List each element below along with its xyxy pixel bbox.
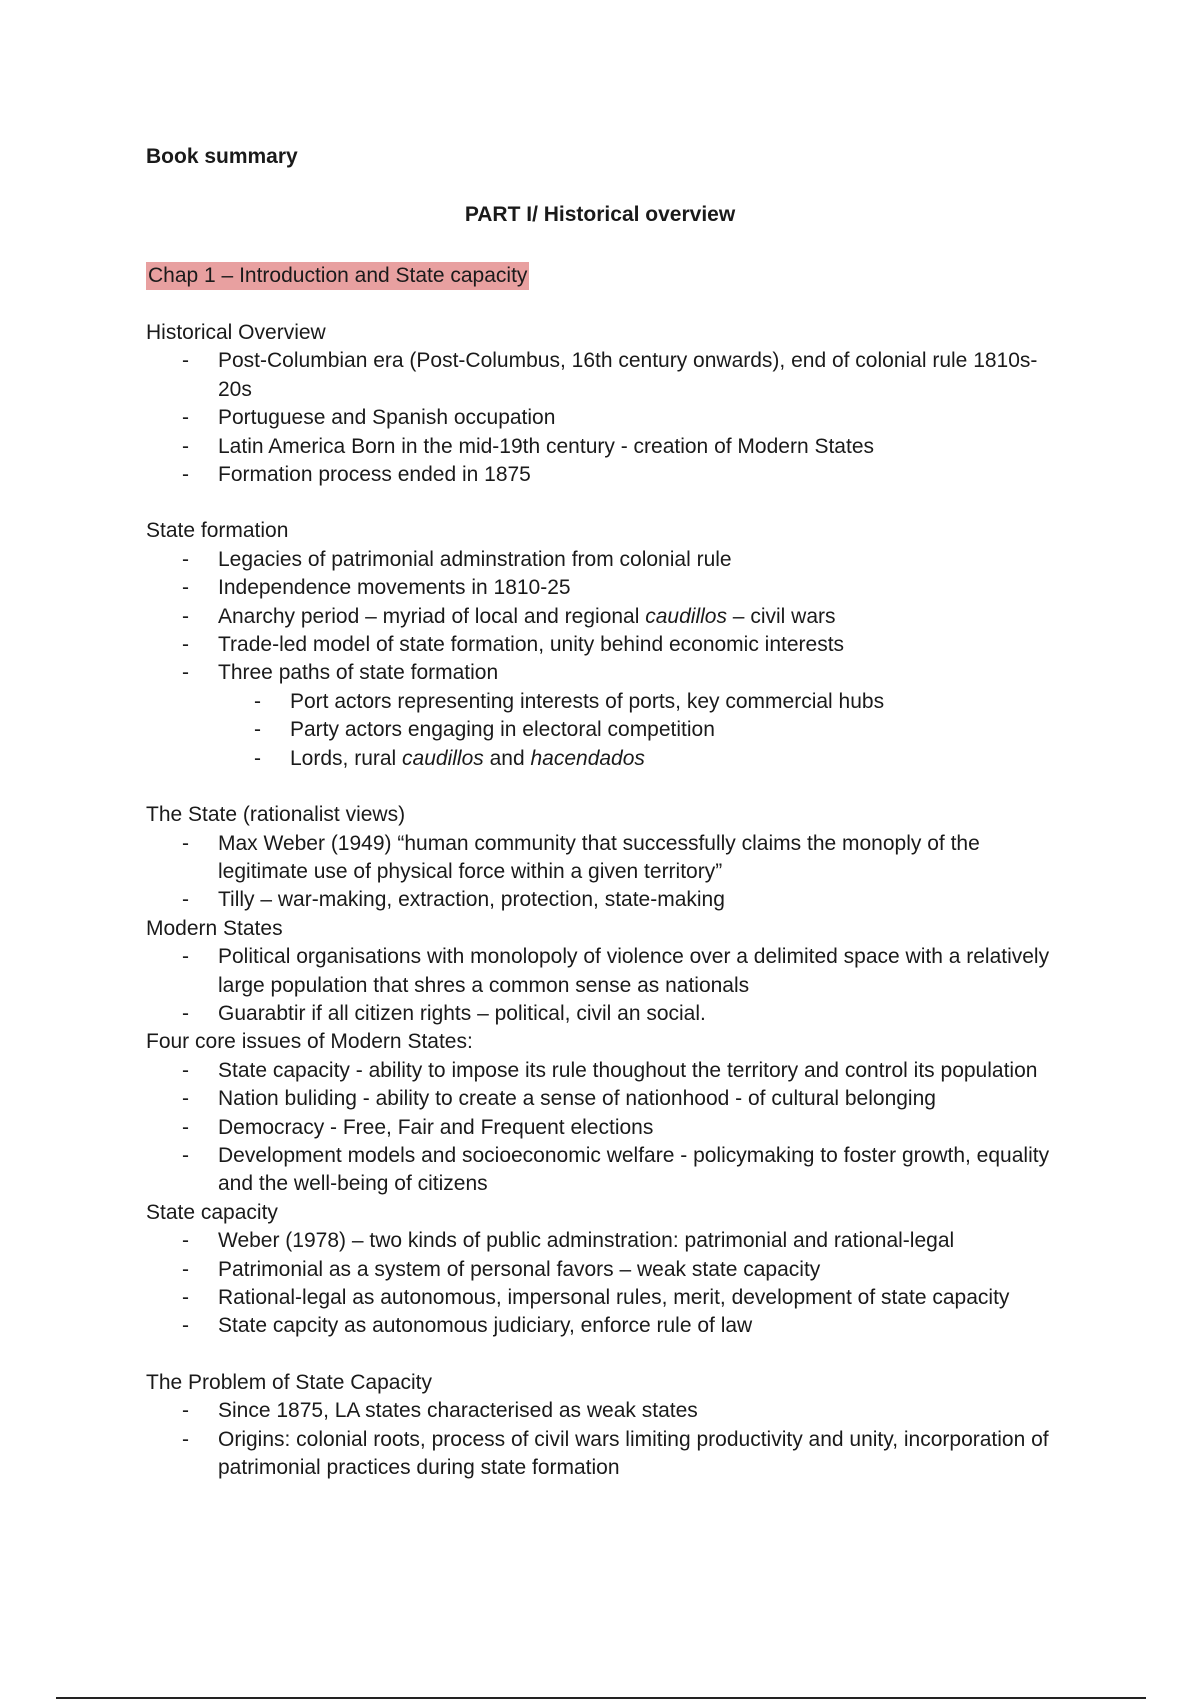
document-body	[146, 319, 1066, 1482]
section-title-historical-overview: Historical Overview	[146, 321, 326, 344]
list-item: - Tilly – war-making, extraction, protection, state-making	[182, 888, 725, 912]
list-item: - Portuguese and Spanish occupation	[182, 406, 556, 430]
list-item: - Latin America Born in the mid-19th century - creation of Modern States	[182, 434, 874, 458]
state-formation-list	[146, 546, 1066, 773]
document-title: Book summary	[146, 145, 298, 168]
list-item: - Post-Columbian era (Post-Columbus, 16th century onwards), end of colonial rule 1810s-20s	[182, 349, 1038, 401]
list-item: - Patrimonial as a system of personal favors – weak state capacity	[182, 1257, 821, 1281]
list-item: - Since 1875, LA states characterised as weak states	[182, 1399, 698, 1423]
list-item: - Political organisations with monolopoly of violence over a delimited space with a relatively large population that shres a common sense as nationals	[182, 945, 1050, 997]
list-item: - Nation buliding - ability to create a sense of nationhood - of cultural belonging	[182, 1087, 936, 1111]
list-item: - Independence movements in 1810-25	[182, 576, 571, 600]
list-item: - Weber (1978) – two kinds of public adminstration: patrimonial and rational-legal	[182, 1229, 955, 1253]
list-item: - Origins: colonial roots, process of civil wars limiting productivity and unity, incorporation of patrimonial practices during state formation	[182, 1427, 1049, 1480]
chapter-title-highlighted: Chap 1 – Introduction and State capacity	[146, 262, 529, 290]
list-item: - Democracy - Free, Fair and Frequent elections	[182, 1115, 654, 1139]
state-formation-paths-sublist	[218, 688, 1066, 773]
list-item: - Legacies of patrimonial adminstration from colonial rule	[182, 547, 732, 571]
section-title-four-core-issues: Four core issues of Modern States:	[146, 1030, 473, 1054]
state-rationalist-list	[146, 830, 1066, 915]
part-title: PART I/ Historical overview	[464, 203, 736, 226]
state-capacity-list	[146, 1227, 1066, 1341]
list-item: - Development models and socioeconomic welfare - policymaking to foster growth, equality and the well-being of citizens	[182, 1143, 1050, 1196]
sub-list-item: - Lords, rural caudillos and hacendados	[254, 746, 645, 770]
list-item: - Three paths of state formation - Port actors representing interests of ports, key commercial hubs - Party actors engaging in electoral competition - Lords, rural caudillos and hacendados	[218, 659, 1066, 773]
four-core-issues-list	[146, 1057, 1066, 1199]
list-item: - State capcity as autonomous judiciary, enforce rule of law	[182, 1314, 753, 1338]
sub-list-item: - Port actors representing interests of ports, key commercial hubs	[254, 689, 885, 713]
list-item: - Formation process ended in 1875	[182, 463, 531, 487]
list-item: - Max Weber (1949) “human community that successfully claims the monoply of the legitimate use of physical force within a given territory”	[182, 831, 980, 883]
list-item: - State capacity - ability to impose its rule thoughout the territory and control its population	[182, 1058, 1038, 1082]
list-item: - Rational-legal as autonomous, impersonal rules, merit, development of state capacity	[182, 1286, 1010, 1309]
page-bottom-rule	[56, 1697, 1146, 1699]
list-item: - Anarchy period – myriad of local and regional caudillos – civil wars	[182, 604, 836, 628]
section-title-modern-states: Modern States	[146, 916, 283, 940]
list-item: - Trade-led model of state formation, unity behind economic interests	[182, 633, 845, 657]
list-item: - Guarabtir if all citizen rights – political, civil an social.	[182, 1001, 706, 1025]
sub-list-item: - Party actors engaging in electoral competition	[254, 718, 715, 742]
section-title-problem-state-capacity: The Problem of State Capacity	[146, 1370, 432, 1394]
problem-state-capacity-list	[146, 1397, 1066, 1482]
section-title-state-rationalist: The State (rationalist views)	[146, 803, 406, 827]
section-title-state-formation: State formation	[146, 519, 289, 543]
modern-states-list	[146, 943, 1066, 1028]
historical-overview-list	[146, 347, 1066, 489]
section-title-state-capacity: State capacity	[146, 1200, 278, 1224]
